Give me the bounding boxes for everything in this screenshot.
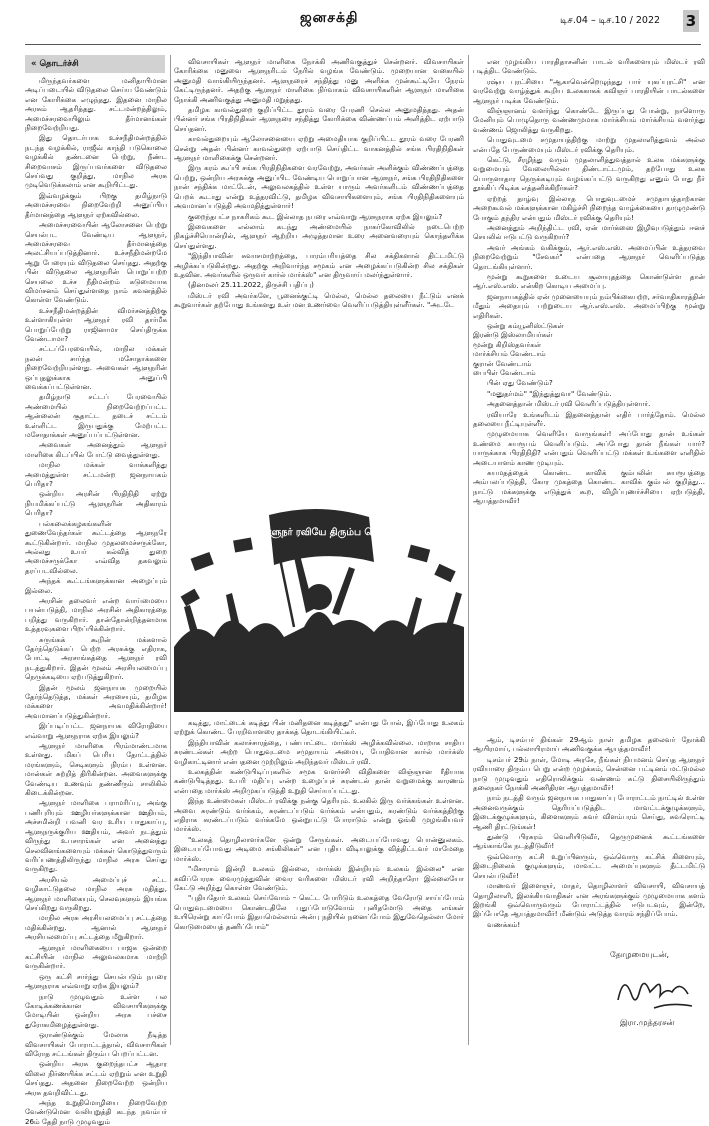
paragraph: நாம் நடத்தி வரும் ஜனநாயக பாதுகாப்பு போராட்டம் நாட்டில் உள்ள அனைவருக்கும் தெரியப்படுத்திட மாவட்டக்குழுக்களும், இடைக்குழுக்களும், கிளைகளும் சுவர் விளம்பரம் செய்து, சுவரொட்டி ஆணி திரட்டுங்கள்!: [473, 793, 705, 831]
article-column-2-top: [174, 57, 464, 492]
protest-illustration: [174, 497, 464, 712]
paragraph: பல்கலைக்கழகங்களின் துணைவேந்தர்கள் கூட்டத்தை ஆளுநரே கூட்டுகின்றார். மாநில முதலமைச்சருக்கோ, அல்லது உயர் கல்வித் துறை அமைச்சருக்கோ எவ்வித தகவலும் தரப்படவில்லை.: [25, 518, 167, 575]
paragraph: இது தொடர்பாக உச்சநீதிமன்றத்தில் நடந்த வழக்கில், ராஜீவ் காந்தி படுகொலை வழக்கில் தண்டனை பெற்று, நீண்ட சிறைவாசம் இருப்பவர்களை விடுதலை செய்வது குறித்து, மாநில அரசு முடிவெடுக்கலாம் என கூறியிட்டது.: [25, 133, 167, 190]
column-divider: [170, 55, 171, 1045]
paragraph: பின் ஏது வேண்டும்?: [487, 378, 553, 388]
paragraph: "மிசாராம் இன்றி உலகம் இல்லை, மார்க்ஸ் இன்றியும் உலகம் இல்லை" என கவிப்பேரரசு வைரமுத்துவின் வைர வரிகளை மிஸ்டர் ரவி அறிந்தாரோ இல்லையோ கேட்டு அறிந்து கொள்ள வேண்டும்.: [174, 864, 464, 892]
paragraph: அனைத்தும் அறிந்திட்ட ரவி, ஏன் மார்க்ஸை இழிவுபடுத்தும் ஈனச் செயலில் ஈடுபட்டு வருகிறார்?: [473, 222, 705, 242]
paragraph: ஏற்றத் தாழ்வு இல்லாத பொதுவுடமைச் சமுதாயத்தாற்கான அறைகூவல் மக்களுக்கான மகிழ்ச்சி நிறைந்த வாழ்க்கையை தாழுமுண்டு போகும் தந்திர என்பதும் மிஸ்டர் ரவிக்கு தெரியும்!: [473, 193, 705, 222]
paragraph: கடித்து, மாட்டைக் கடித்து பின் மனிதனை கடித்தது" என்பது போல், இப்போது உலகம் ஏற்றுக் கொண்ட பேரறிவாளரை தாக்கத் தொடங்கியிட்டீர்.: [174, 718, 464, 737]
masthead: ஜனசக்தி: [300, 10, 359, 26]
paragraph: சுயமதத்தைக் கொண்ட காவிக் கும்பலின் சுயரூபத்தை அம்பலப்படுத்தி, கோர முகத்தை கொண்ட காவிக் கும்பல் குறித்து... நாட்டு மக்களுக்கு எடுத்துக் கூற, விழிப்புணர்ச்சியை ஏற்படுத்தி, ஆயத்தமாவீர்!: [473, 468, 705, 506]
page-number: 3: [683, 10, 699, 32]
paragraph: "மனுதர்மம்" "இந்துத்துவா" வேண்டும்.: [487, 388, 612, 398]
paragraph: ஒராண்டுக்கும் மேலாக நீடித்த விவசாயிகள் போராட்டத்தால், விவசாயிகள் விரோத சட்டங்கள் திரும்ப பெறப்பட்டன.: [25, 1030, 167, 1059]
paragraph: என முழங்கிய பாரதிதாசனின் பாடல் வரிகளையும் மிஸ்டர் ரவி படித்திட வேண்டும்.: [473, 57, 705, 76]
paragraph: சுருங்கக் கூறின் மக்களால் தேர்ந்தெடுக்கப் பெற்ற அரசுக்கு எதிராக, போட்டி அரசாங்கத்தை ஆளுநர் ரவி நடத்துகிறார். இதன் மூலம் அரசியலமைப்பு நெருக்கடியை ஏற்படுத்துகிறார்.: [25, 634, 167, 682]
author-signature: [610, 962, 700, 1018]
paragraph: ஒன்று கம்யூனிஸ்ட்டுகள் இரண்டு இஸ்லாமியர்கள் மூன்று கிறிஸ்தவர்கள் மார்க்சியம் வேண்டாம் குரான் வேண்டாம் பைபிள் வேண்டாம்: [473, 320, 564, 377]
paragraph: நாடு முழுவதும் உள்ள பல கோடிக்கணக்கான விவசாயிகளுக்கு மோடியின் ஒன்றிய அரசு பச்சை துரோகமிழைத்துள்ளது.: [25, 991, 167, 1029]
paragraph: உச்சநீதிமன்றத்தின் விமர்சனத்திற்கு உள்ளாகியுள்ள ஆளுநர் ரவி தார்மீக பொறுப்பேற்று ராஜினாமா செய்திருக்க வேண்டாமா?: [25, 305, 167, 343]
paragraph: ஒன்றிய அரசின் பிரதிநிதி ஏற்று நியமிக்கப்பட்டு ஆளுநரின் அதிகாரம் பெரிதா?: [25, 489, 167, 518]
paragraph: முழுமையாக வெளியே வாருங்கள்! அப்போது தான் உங்கள் உண்மை சுயரூபம் வெளிப்படும். அப்போது தான் நீங்கள் யார்? யாருக்காக பிரதிநிதி? என்பதும் வெளிப்பட்டு மக்கள் உங்களை எளிதில் அடையாளம் காண முடியும்.: [473, 429, 705, 467]
paragraph: இவ்வழக்கும் பிறகு தமிழ்நாடு அமைச்சரவை நிறைவேற்றி அனுப்பிய தீர்மானத்தை ஆளுநர் ஏற்கவில்லை.: [25, 190, 167, 219]
paragraph: இரு கரம் கூப்பி சங்க பிரதிநிதிகளை வரவேற்று, அவர்கள் அளிக்கும் விண்ணப்பத்தை பெற்று, ஒன்றிய அரசுக்கு அனுப்பிட வேண்டிய பொறுப்பான ஆளுநர், சங்க பிரதிநிதிகளை நான் சந்திக்க மாட்டேன், அலுவலகத்தில் உள்ள யாரும் அவர்களிடம் விண்ணப்பத்தை பெறக் கூடாது என்று உத்தரவிட்டு, தமிழக விவசாயிகளையும், சங்க பிரதிநிதிகளையும் அவமானப்படுத்தி அவமதித்துள்ளார்!: [174, 163, 464, 211]
paragraph: ஆளுநர் மாளிகையை பாஜக ஒன்றை கட்சியின் மாநில அலுவலகமாக மாற்றி வருகின்றார்.: [25, 942, 167, 971]
paragraph: இதன் மூலம் ஜனநாயக முறையில் தேர்ந்தெடுத்த, மக்கள் அரசையும், தமிழக மக்களை அவமதிக்கின்றார்! அவமானப்படுத்துகின்றார்.: [25, 682, 167, 720]
issue-date: டிச.04 – டிச.10 / 2022: [560, 15, 661, 26]
paragraph: டிசம்பர் 29ம் நாள், மோடி அரசே, நீங்கள் நியமனம் செய்த ஆளுநர் ரவியாரை திரும்ப பெறு என்ற முழக்கம், சென்னை பட்டினம் மட்டுமல்ல நாடு முழுவதும் எதிரொலிக்கும் வண்ணம் சுட்டு திசையிலிருந்தும் தலைநகர் நோக்கி அணிதிரள ஆயத்தமாவீர்!: [473, 754, 705, 793]
paragraph: தமிழக காவல்துறை குறிப்பிட்ட தூரம் வரை பேரணி செல்ல அனுமதித்தது. அதன் பின்னர் சங்க பிரதிநிதிகள் ஆளுநரை சந்தித்து கோரிக்கை விண்ணப்பம் அளித்திட ஏற்பாடு செய்தனர்.: [174, 105, 464, 133]
paragraph: ஆம், டிசம்பர் திங்கள் 29ஆம் நாள் தமிழக தலைவர் நோக்கி ஆயிரமாய், பல்லாயிரமாய் அணிவகுக்க ஆயத்தமாவீர்!: [473, 735, 705, 754]
article-column-1: [25, 76, 167, 1126]
column-divider: [468, 55, 469, 1045]
paragraph: "இந்தியாவின் சுவாசமாற்றத்தை, பாரம்பரியத்தை சில சக்திகளால் திட்டமிட்டு அழிக்கப்படுகின்றது. அதற்கு அறிவார்ந்த சமூகம் என அழைக்கப்படுகின்ற சில சக்திகள் உதவின. அவர்களில் ஒருவர் கார்ல் மார்க்ஸ்" என திருவாய் மலர்ந்துள்ளார்.: [174, 251, 464, 279]
paragraph: மூன்று கூறுகளை உடைய சூலாயுதத்தை கொண்டுள்ள தான் ஆர்.எஸ்.எஸ். என்கிற கொடிய அமைப்பு.: [473, 271, 705, 291]
paragraph: மாணவர் இளைஞர், மாதர், தொழிலாளர் விவசாயி, விவசாயத் தொழிலாளி, இலக்கியவாதிகள் என அரங்களுக்கும் முழுமையாக களம் இறங்கி ஒவ்வொருவரும் போராட்டத்தில் ஈடுபடவும், இன்றே, இப்போதே ஆயத்தமாவீர்! மீண்டும் அடுத்த வாரம் சந்திப்போம்.: [473, 881, 705, 919]
paragraph: விவசாயிகள் ஆளுநர் மாளிகை நோக்கி அணிவகுத்துச் சென்றனர். விவசாயிகள் கோரிக்கை மனுவை ஆளுநரிடம் நேரில் வழங்க வேண்டும். முறையான வகையில் அனுமதி வாங்கியிருந்தனர். ஆளுநரைச் சந்தித்து மனு அளிக்க முன்கூட்டியே நேரம் கேட்டிருந்தனர். அதற்கு ஆளுநர் மாளிகை நிர்வாகம் விவசாயிகளின் ஆளுநர் மாளிகை நோக்கி அணிவகுத்து அனுமதி மறுத்தது.: [174, 57, 464, 104]
paragraph: உலகத்தின் கண்டுபிடிப்புகளில் சமூக வளர்ச்சி விதிகளை விஞ்ஞான ரீதியாக கண்டுபிடித்தது. உபரி மதிப்பு என்ற உழைப்புச் சுரண்டல் தான் வறுமைக்கு காரணம் என்பதை மார்க்ஸ் அறிமுகப்படுத்தி உறுதி செய்யப்பட்டது.: [174, 767, 464, 795]
paragraph: அந்தக் கூட்டங்களுக்கான அழைப்பும் இல்லை.: [25, 576, 167, 595]
banner-text: ஆளுநர் ரவியே திரும்ப பெறு: [257, 527, 387, 538]
paragraph: மாநில அரசு அரசியலமைப்பு சட்டத்தை மதிக்கின்றது. ஆனால் ஆளுநர் அரசியலமைப்பு சட்டத்தை மீறுகிறார்.: [25, 913, 167, 942]
page-header: [0, 0, 709, 44]
paragraph: ஜனநாயகத்தில் ஏன் முனையையும் நம்பிக்கையற்ற, சர்வாதிகாரத்தின் மீதும் அதையும் பற்றுடைய ஆர்.எஸ்.எஸ். அமைப்பிற்கு மூன்று எதிரிகள்.: [473, 291, 705, 320]
paragraph: தமிழ்நாடு சட்டப் பேரவையில் அண்மையில் நிறைவேற்றப்பட்ட ஆன்லைன் சூதாட்ட தடைச் சட்டம் உள்ளிட்ட இருபதுக்கு மேற்பட்ட மசோதாக்கள் அனுப்பப்பட்டுள்ளன.: [25, 392, 167, 440]
paragraph: இவைகளை எல்லாம் கடந்து அண்மையில் நாகர்கோவிலில் நடைபெற்ற நிகழ்ச்சியொன்றில், ஆளுநர் ஆற்றிய அழுத்தமான உரை அனைவரையும் கொந்தளிக்க செய்துள்ளது.: [174, 221, 464, 250]
paragraph: ஆளுநர் மாளிகை பராமரிப்பு, அங்கு பணிபுரியும் ஊழியர்களுக்கான ஊதியம், அச்சமின்றி பவனி வர உரிய பாதுகாப்பு, ஆளுநருக்குரிய ஊதியம், அவர் நடத்தும் விருந்து உபசாரங்கள் என அனைத்து செலவினங்களையும் மக்கள் கொடுத்துவரும் வரிப்பணத்திலிருந்து மாநில அரசு செய்து வருகிறது.: [25, 798, 167, 874]
continuation-icon: «: [31, 59, 37, 69]
section-label-text: தொடர்ச்சி: [39, 59, 79, 69]
paragraph: (தினமலர் 25.11.2022, திருச்சி பதிப்பு): [188, 280, 314, 290]
paragraph: அதனைத்தான் மிஸ்டர் ரவி வெளிப்படுத்தியுள்ளார்.: [487, 399, 651, 409]
paragraph: சட்டப்பேரவையில், மாநில மக்கள் நலன் சார்ந்த மசோதாக்களை நிறைவேற்றியுள்ளது. அவைகள் ஆளுநரின் ஒப்புதலுக்காக அனுப்பி வைக்கப்பட்டுள்ளன.: [25, 344, 167, 391]
paragraph: ஒரு கட்சி சார்ந்து செயல்படும் நபரை ஆளுநராக எவ்வாறு ஏற்க இயலும்?: [25, 971, 167, 991]
paragraph: காவல்துறையும் ஆலோசனையை ஏற்று அமைதியாக குறிப்பிட்ட தூரம் வரை பேரணி சென்று அதன் பின்னர் காவல்துறை ஏற்பாடு செய்திட்ட வாகனத்தில் சங்க பிரதிநிதிகள் ஆளுநர் மாளிகைக்கு சென்றனர்.: [174, 134, 464, 163]
paragraph: மிஸ்டர் ரவி அவர்களே, பூனைக்குட்டி மெல்ல, மெல்ல தலையை நீட்டும் எனக் கூறுவார்கள் தற்போது உங்களது உள் மன உணர்வை வெளிப்படுத்தியுள்ளீர்கள். "அடடே: [174, 290, 464, 310]
closing-salutation: தோழமையுடன்,: [610, 950, 670, 959]
paragraph: ஆளுநர் மாளிகை பிரம்மாண்டமாக உள்ளது. மிகப் பெரிய தோட்டத்தில் மரங்களும், செடிகளும் நிரம்ப உள்ளன. மான்கள் சுற்றித் திரிகின்றன. அவைகளுக்கு வேண்டிய உணவும் தண்ணீரும் சாலிகில் கிடைக்கின்றன.: [25, 741, 167, 798]
paragraph: ஒவ்வொரு கட்சி உறுப்பினரும், ஒவ்வொரு கட்சிக் கிளையும், இடைநிலைக் குழுக்களும், மாவட்ட அமைப்புகளும் தீட்டமிட்டு செயல்படுவீர்!: [473, 851, 705, 880]
paragraph: கெட்டு, சீரழிந்து வரும் முதலாளித்துவத்தால் உலக மக்களுக்கு வறுமையும் வேலையில்லா திண்டாட்டமும், தற்போது உலக பொருளாதார நெருக்கடியும் வழங்கப்பட்டு வருகிறது எனும் போது நீர் தூக்கிப் பிடிக்க எத்தனிக்கிறீர்கள்?: [473, 155, 705, 193]
paragraph: மிருந்தவர்களை மனிதாபிமான அடிப்படையில் விடுதலை செய்ய வேண்டும் என கோரிக்கை எழுந்தது. இதனை மாநில அரசும் ஆதரித்தது. சட்டமன்றத்திலும், அமைச்சரவையிலும் தீர்மானங்கள் நிறைவேற்றியது.: [25, 76, 167, 133]
paragraph: விஞ்ஞானம் வளர்ந்து கொண்டே இருப்பது போன்று, நாளொரு மேனியும் பொழுதொரு வண்ணமுமாக மார்க்சியம் மார்க்சியம் வளர்ந்து வண்ணம் ஜொலித்து வருகிறது.: [473, 106, 705, 134]
paragraph: அவர் அங்கம் வகிக்கும், ஆர்.எஸ்.எஸ். அமைப்பின் உத்தரவை நிறைவேற்றும் "சேவகர்" என்பதை ஆளுநர் வெளிப்படுத்த தொடங்கியுள்ளார்.: [473, 242, 705, 271]
paragraph: ஒன்றிய அரசு குறைந்தபட்ச ஆதார விலை நிர்ணயிக்க சட்டம் ஏற்றும் என உறுதி செய்தது. அதனை நிறைவேற்ற ஒன்றிய அரசு தவறிவிட்டது.: [25, 1059, 167, 1097]
article-column-2-bottom: [174, 718, 464, 1048]
paragraph: பொதுவுடமை சமுதாயத்திற்கு மாற்று முதலாளித்துவம் அல்ல என்பதே பேருண்மையும் மிஸ்டர் ரவிக்கு தெரியும்.: [473, 135, 705, 154]
paragraph: "புதியதோர் உலகம் செய்வோம் – கெட்ட போரிடும் உலகத்தை வேரோடு சாய்ப்போம் பொதுவுடமையை கொண்டதிலே புதுப்போடுவோம் புனிதமோடு அதை எங்கள் உயிரென்று காப்போம் இதயமெல்லாம் அன்பு நதியில் நனைப்போம் இதுவேதெல்லா மோர் கொடுமையைத் தணிப்போம்": [174, 893, 464, 931]
header-divider: [25, 44, 701, 45]
paragraph: அவைகள் அனைத்தும் ஆளுநர் மாளிகை கிடப்பில் போட்டு வைத்துள்ளது.: [25, 440, 167, 459]
paragraph: அரசின் தலைவர் என்ற வாய்மையை பயன்படுத்தி, மாநில அரசின் அதிகாரத்தை பறித்து வருகிறார். தான்தோன்றித்தனமாக உத்தரவுகளை பிறப்பிக்கின்றார்.: [25, 595, 167, 634]
author-name: இரா.முத்தரசன்: [620, 1018, 675, 1027]
paragraph: அரசியல் அமைப்புச் சட்ட வழிகாட்டுதலை மாநில அரசு மதித்து, ஆளுநர் மாளிகையும், செலவுகளும் இயங்க செய்கிறது வருகிறது.: [25, 874, 167, 912]
paragraph: ரவியாரே உங்களிடம் இதனைத்தான் எதிர் பார்த்தோம். மெல்ல தலையை நீட்டியுள்ளீர்.: [473, 409, 705, 429]
paragraph: வணக்கம்!: [487, 919, 521, 929]
paragraph: மாநில மக்கள் வாக்களித்து அமைத்துள்ள சட்டமன்ற ஜனநாயகம் பெரிதா?: [25, 460, 167, 489]
paragraph: துண்டு பிரசுரம் வெளியிடுவீர், தெருமுனைக் கூட்டங்களை ஆங்காங்கே நடத்திடுவீர்!: [473, 832, 705, 851]
paragraph: ரஷ்ய புரட்சியை "ஆகாவென்றெழுந்தது பார் யுகப்புரட்சி" என வரவேற்று வாழ்த்துக் கூறிய உலககாகக் கவிஞர் பாரதியின் பாடல்களை ஆளுநர் படிக்க வேண்டும்.: [473, 76, 705, 105]
paragraph: அந்த உறுதிமொழியை நிறைவேற்ற வேண்டுமென வலியுறுத்தி கடந்த நவம்பர் 26ம் தேதி நாடு முழுவதும்: [25, 1098, 167, 1126]
paragraph: இந்தியாவின் கலாச்சாரத்தை, பண்பாட்டை மார்க்ஸ் அழிக்கவில்லை. மாறாக சாதிய சுரண்டல்கள் அற்ற பொதுவுடமை சமுதாயம் அமைய, போதிவான கார்ல் மார்க்ஸ் வழிகாட்டினார் என்பதனை முற்றிலும் அறிந்தவர் மிஸ்டர் ரவி.: [174, 737, 464, 766]
article-column-3-top: [473, 57, 705, 737]
paragraph: இப்படிப்பட்ட ஜனநாயக விரோதியை எவ்வாறு ஆளுநராக ஏற்க இயலும்?: [25, 721, 167, 740]
paragraph: "உலகத் தொழிலாளர்களே ஒன்று சேருங்கள். அடையப்போவது பொன்னுலகம். இடையப்போவது அடிமை சங்கிலிகள்" என புதிய விடியலுக்கு வித்திட்டவர் மாமேதை மார்க்ஸ்.: [174, 834, 464, 863]
section-label: [25, 55, 165, 73]
paragraph: இந்த உண்மைகள் மிஸ்டர் ரவிக்கு நன்கு தெரியும். உலகில் இரு வர்க்கங்கள் உள்ளன. அவை சுரண்டும் வர்க்கம், சுரண்டப்படும் வர்க்கம் என்பதும், சுரண்டும் வர்க்கத்திற்கு எதிராக சுரண்டப்படும் வர்க்கமே ஒன்றுபட்டு போராடும் என்று ஓங்கி முழங்கியவர் மார்க்ஸ்.: [174, 796, 464, 834]
paragraph: அமைச்சரவையின் ஆலோசனை பெற்று செயல்பட வேண்டிய ஆளுநர், அமைச்சரவை தீர்மானத்தை அலட்சியப்படுத்தினார். உச்சநீதிமன்றமே ஆறு பேரையும் விடுதலை செய்தது. அதற்கு பின் விடுதலை ஆளுநரின் பொறுப்பற்ற செயலை உச்ச நீதிமன்றம் கடுமையாக விமர்சனம் செய்துள்ளதை நாம் கவனத்தில் கொள்ள வேண்டும்.: [25, 220, 167, 305]
paragraph: குறைந்தபட்ச நாகரிகம் கூட இல்லாத நபரை எவ்வாறு ஆளுநராக ஏற்க இயலும்?: [188, 211, 443, 221]
